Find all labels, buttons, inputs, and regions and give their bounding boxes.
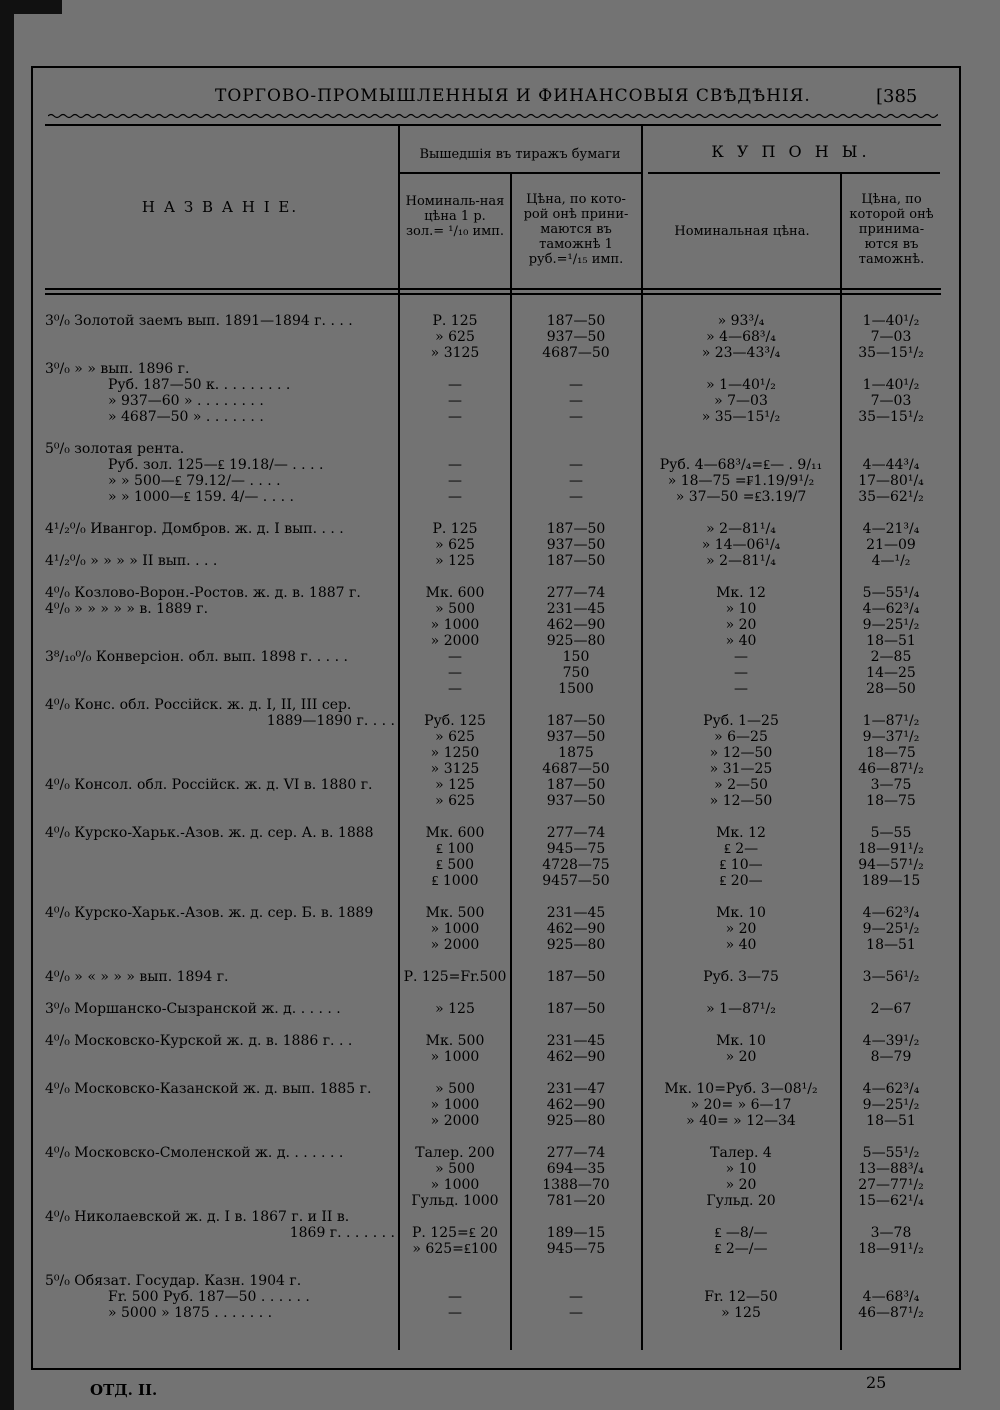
row-coupon-nominal: » 40= » 12—34	[686, 1113, 796, 1129]
row-customs-price: 925—80	[546, 1113, 606, 1129]
row-name: 4⁰/₀ Козлово-Ворон.-Ростов. ж. д. в. 1887 г.	[45, 585, 361, 601]
row-nominal: » 125	[435, 553, 475, 569]
row-coupon-nominal: » 125	[721, 1305, 761, 1321]
row-nominal: » 500	[435, 1161, 475, 1177]
row-customs-price: 187—50	[546, 713, 606, 729]
row-coupon-nominal: » 1—87¹/₂	[706, 1001, 776, 1017]
row-coupon-nominal: » 35—15¹/₂	[701, 409, 781, 425]
row-customs-price: 937—50	[546, 537, 606, 553]
row-nominal: ₤ 500	[435, 857, 475, 873]
row-nominal: » 1000	[430, 617, 480, 633]
row-coupon-price: 9—37¹/₂	[862, 729, 920, 745]
row-nominal: Гульд. 1000	[411, 1193, 499, 1209]
row-nominal: » 500	[435, 601, 475, 617]
row-name: 5⁰/₀ золотая рента.	[45, 441, 185, 457]
row-coupon-nominal: Гульд. 20	[706, 1193, 776, 1209]
row-coupon-price: 18—91¹/₂	[858, 1241, 924, 1257]
row-coupon-nominal: ₤ 2—	[723, 841, 759, 857]
row-nominal: » 1250	[430, 745, 480, 761]
row-coupon-nominal: » 23—43³/₄	[701, 345, 781, 361]
row-nominal: » 625	[435, 793, 475, 809]
row-coupon-nominal: » 12—50	[709, 745, 773, 761]
row-customs-price: 187—50	[546, 521, 606, 537]
header-title: ТОРГОВО-ПРОМЫШЛЕННЫЯ И ФИНАНСОВЫЯ СВѢДѢНІЯ.	[215, 86, 811, 106]
row-name: » » 500—₤ 79.12/— . . . .	[108, 473, 281, 489]
row-customs-price: 925—80	[546, 633, 606, 649]
row-coupon-nominal: » 14—06¹/₄	[701, 537, 781, 553]
row-coupon-price: 17—80¹/₄	[858, 473, 924, 489]
row-coupon-nominal: » 18—75 =₣1.19/9¹/₂	[667, 473, 815, 489]
row-nominal: » 625	[435, 729, 475, 745]
row-coupon-nominal: » 2—81¹/₄	[706, 521, 776, 537]
row-name: 4⁰/₀ Конс. обл. Россійск. ж. д. I, II, III сер.	[45, 697, 352, 713]
row-name: 3⁰/₀ Моршанско-Сызранской ж. д. . . . . .	[45, 1001, 341, 1017]
row-customs-price: 187—50	[546, 777, 606, 793]
row-coupon-price: 4—62³/₄	[862, 1081, 920, 1097]
row-customs-price: 462—90	[546, 617, 606, 633]
row-customs-price: —	[569, 489, 583, 505]
row-coupon-nominal: —	[734, 665, 748, 681]
row-name: 3⁰/₀ » » вып. 1896 г.	[45, 361, 190, 377]
row-coupon-nominal: ₤ 20—	[719, 873, 763, 889]
row-name: » 4687—50 » . . . . . . .	[108, 409, 264, 425]
row-coupon-nominal: Талер. 4	[710, 1145, 772, 1161]
header-page-number: [385	[876, 86, 918, 107]
table-top-rule	[45, 124, 941, 126]
row-coupon-nominal: Руб. 3—75	[703, 969, 779, 985]
wavy-rule	[48, 112, 938, 120]
row-coupon-nominal: » 31—25	[709, 761, 773, 777]
row-customs-price: 231—45	[546, 1033, 606, 1049]
row-customs-price: 781—20	[546, 1193, 606, 1209]
row-customs-price: 925—80	[546, 937, 606, 953]
row-nominal: » 125	[435, 777, 475, 793]
row-coupon-nominal: Мк. 12	[716, 825, 766, 841]
row-coupon-price: 8—79	[870, 1049, 912, 1065]
page-corner	[0, 0, 62, 14]
row-coupon-nominal: » 20	[725, 921, 757, 937]
row-coupon-nominal: ₤ —8/—	[714, 1225, 768, 1241]
row-nominal: ₤ 100	[435, 841, 475, 857]
row-nominal: Мк. 500	[425, 1033, 485, 1049]
row-coupon-price: 18—91¹/₂	[858, 841, 924, 857]
row-name: Fr. 500 Руб. 187—50 . . . . . .	[108, 1289, 310, 1305]
row-coupon-price: 13—88³/₄	[858, 1161, 924, 1177]
row-nominal: » 125	[435, 1001, 475, 1017]
row-name: » » 1000—₤ 159. 4/— . . . .	[108, 489, 294, 505]
row-coupon-price: 3—75	[870, 777, 912, 793]
row-coupon-nominal: » 2—81¹/₄	[706, 553, 776, 569]
row-coupon-nominal: » 20	[725, 1177, 757, 1193]
col-header-price-customs: Цѣна, по кото-рой онѣ прини-маются въ таможнѣ 1 руб.=¹/₁₅ имп.	[523, 192, 629, 267]
row-name: 4¹/₂⁰/₀ » » » » II вып. . . .	[45, 553, 218, 569]
row-customs-price: 462—90	[546, 921, 606, 937]
row-customs-price: 187—50	[546, 553, 606, 569]
row-name: 4⁰/₀ » » » » » в. 1889 г.	[45, 601, 209, 617]
row-coupon-nominal: » 20	[725, 617, 757, 633]
row-coupon-nominal: —	[734, 681, 748, 697]
row-coupon-price: 3—56¹/₂	[862, 969, 920, 985]
row-coupon-nominal: Мк. 10	[716, 1033, 766, 1049]
row-customs-price: 189—15	[546, 1225, 606, 1241]
row-coupon-price: 7—03	[870, 393, 912, 409]
row-customs-price: 937—50	[546, 729, 606, 745]
row-coupon-price: 4—62³/₄	[862, 905, 920, 921]
row-nominal: Мк. 600	[425, 825, 485, 841]
row-coupon-nominal: —	[734, 649, 748, 665]
row-customs-price: —	[569, 1305, 583, 1321]
header-bottom-rule	[45, 288, 941, 290]
row-coupon-price: 2—85	[870, 649, 912, 665]
row-name: 3⁰/₀ Золотой заемъ вып. 1891—1894 г. . . .	[45, 313, 353, 329]
row-coupon-price: 18—75	[866, 793, 916, 809]
row-coupon-nominal: » 40	[725, 633, 757, 649]
row-customs-price: 462—90	[546, 1097, 606, 1113]
row-customs-price: 945—75	[546, 841, 606, 857]
row-coupon-nominal: Мк. 10=Руб. 3—08¹/₂	[664, 1081, 818, 1097]
row-nominal: —	[448, 681, 462, 697]
row-customs-price: 231—47	[546, 1081, 606, 1097]
row-coupon-nominal: » 10	[725, 601, 757, 617]
row-coupon-nominal: » 37—50 =₤3.19/7	[675, 489, 807, 505]
row-nominal: Р. 125=Fr.500	[403, 969, 507, 985]
row-name: 5⁰/₀ Обязат. Государ. Казн. 1904 г.	[45, 1273, 302, 1289]
row-nominal: » 2000	[430, 633, 480, 649]
row-coupon-nominal: Fr. 12—50	[704, 1289, 778, 1305]
row-coupon-price: 94—57¹/₂	[858, 857, 924, 873]
row-name: Руб. 187—50 к. . . . . . . . .	[108, 377, 291, 393]
row-name: 4⁰/₀ Московско-Казанской ж. д. вып. 1885 г.	[45, 1081, 372, 1097]
row-nominal: —	[448, 649, 462, 665]
row-customs-price: 231—45	[546, 905, 606, 921]
row-coupon-nominal: » 40	[725, 937, 757, 953]
row-nominal: Руб. 125	[424, 713, 486, 729]
row-nominal: » 500	[435, 1081, 475, 1097]
row-name: » 937—60 » . . . . . . . .	[108, 393, 264, 409]
row-nominal: —	[448, 1305, 462, 1321]
row-coupon-nominal: ₤ 2—/—	[714, 1241, 768, 1257]
row-coupon-price: 4—¹/₂	[871, 553, 911, 569]
row-customs-price: —	[569, 473, 583, 489]
row-nominal: » 625=₤100	[412, 1241, 498, 1257]
row-customs-price: 1500	[558, 681, 594, 697]
row-coupon-nominal: » 4—68³/₄	[706, 329, 776, 345]
row-coupon-price: 5—55¹/₂	[862, 1145, 920, 1161]
row-customs-price: 231—45	[546, 601, 606, 617]
row-coupon-nominal: » 20= » 6—17	[690, 1097, 792, 1113]
row-coupon-price: 5—55¹/₄	[862, 585, 920, 601]
row-nominal: —	[448, 409, 462, 425]
col-header-nominal: Номиналь-ная цѣна 1 р. зол.= ¹/₁₀ имп.	[405, 194, 505, 239]
row-nominal: —	[448, 377, 462, 393]
row-customs-price: —	[569, 393, 583, 409]
row-nominal: Мк. 600	[425, 585, 485, 601]
row-customs-price: 9457—50	[542, 873, 610, 889]
row-coupon-price: 35—15¹/₂	[858, 345, 924, 361]
row-coupon-price: 1—40¹/₂	[862, 313, 920, 329]
row-coupon-nominal: Мк. 10	[716, 905, 766, 921]
row-coupon-price: 18—51	[866, 937, 916, 953]
row-customs-price: 937—50	[546, 329, 606, 345]
row-nominal: Р. 125	[432, 313, 478, 329]
row-coupon-nominal: » 12—50	[709, 793, 773, 809]
row-coupon-price: 18—51	[866, 633, 916, 649]
row-customs-price: 4687—50	[542, 345, 610, 361]
row-nominal: » 1000	[430, 1177, 480, 1193]
col-header-coupon-price: Цѣна, по которой онѣ принима-ются въ таможнѣ.	[849, 192, 934, 267]
row-coupon-nominal: Мк. 12	[716, 585, 766, 601]
row-coupon-nominal: » 2—50	[714, 777, 768, 793]
row-coupon-price: 4—39¹/₂	[862, 1033, 920, 1049]
row-coupon-price: 18—51	[866, 1113, 916, 1129]
row-coupon-price: 4—62³/₄	[862, 601, 920, 617]
row-coupon-price: 18—75	[866, 745, 916, 761]
row-customs-price: 4728—75	[542, 857, 610, 873]
row-customs-price: 4687—50	[542, 761, 610, 777]
row-customs-price: 1875	[558, 745, 594, 761]
row-customs-price: 277—74	[546, 825, 606, 841]
row-nominal: Р. 125=₤ 20	[411, 1225, 499, 1241]
row-coupon-nominal: » 7—03	[714, 393, 768, 409]
row-name: 3⁸/₁₀⁰/₀ Конверсіон. обл. вып. 1898 г. . . . .	[45, 649, 348, 665]
row-name: Руб. зол. 125—₤ 19.18/— . . . .	[108, 457, 324, 473]
row-name: » 5000 » 1875 . . . . . . .	[108, 1305, 273, 1321]
col-header-coupon-nominal: Номинальная цѣна.	[674, 224, 810, 239]
row-coupon-price: 9—25¹/₂	[862, 617, 920, 633]
row-customs-price: 187—50	[546, 313, 606, 329]
row-coupon-price: 4—68³/₄	[862, 1289, 920, 1305]
row-coupon-price: 21—09	[866, 537, 916, 553]
coupon-subheader-rule	[648, 172, 940, 174]
row-nominal: » 3125	[430, 761, 480, 777]
running-header	[0, 86, 1000, 110]
row-nominal: —	[448, 665, 462, 681]
row-coupon-nominal: Руб. 1—25	[703, 713, 779, 729]
row-name: 1889—1890 г. . . .	[266, 713, 395, 729]
row-coupon-nominal: » 10	[725, 1161, 757, 1177]
row-customs-price: —	[569, 377, 583, 393]
row-nominal: —	[448, 473, 462, 489]
row-customs-price: 187—50	[546, 1001, 606, 1017]
row-coupon-price: 15—62¹/₄	[858, 1193, 924, 1209]
row-coupon-price: 35—62¹/₂	[858, 489, 924, 505]
row-nominal: —	[448, 1289, 462, 1305]
drawn-subheader-rule	[400, 172, 641, 174]
row-nominal: Талер. 200	[415, 1145, 495, 1161]
col-header-drawn-group: Вышедшія въ тиражъ бумаги	[419, 147, 621, 162]
row-coupon-nominal: » 20	[725, 1049, 757, 1065]
row-name: 4⁰/₀ Консол. обл. Россійск. ж. д. VI в. 1880 г.	[45, 777, 373, 793]
row-coupon-nominal: ₤ 10—	[719, 857, 763, 873]
row-customs-price: 694—35	[546, 1161, 606, 1177]
page-edge	[0, 0, 14, 1410]
row-customs-price: 277—74	[546, 585, 606, 601]
row-name: 4⁰/₀ » « » » » вып. 1894 г.	[45, 969, 229, 985]
row-nominal: » 1000	[430, 1049, 480, 1065]
row-nominal: » 625	[435, 537, 475, 553]
row-coupon-price: 9—25¹/₂	[862, 921, 920, 937]
row-name: 4¹/₂⁰/₀ Ивангор. Домбров. ж. д. I вып. . . .	[45, 521, 344, 537]
col-header-name: Н А З В А Н І Е.	[141, 198, 299, 216]
row-nominal: » 625	[435, 329, 475, 345]
row-coupon-nominal: Руб. 4—68³/₄=₤— . 9/₁₁	[659, 457, 823, 473]
row-coupon-price: 3—78	[870, 1225, 912, 1241]
row-customs-price: 277—74	[546, 1145, 606, 1161]
row-coupon-price: 35—15¹/₂	[858, 409, 924, 425]
row-customs-price: 1388—70	[542, 1177, 610, 1193]
row-coupon-price: 1—87¹/₂	[862, 713, 920, 729]
row-nominal: ₤ 1000	[431, 873, 479, 889]
row-coupon-price: 27—77¹/₂	[858, 1177, 924, 1193]
row-nominal: » 1000	[430, 921, 480, 937]
row-coupon-price: 2—67	[870, 1001, 912, 1017]
row-coupon-price: 1—40¹/₂	[862, 377, 920, 393]
row-coupon-price: 14—25	[866, 665, 916, 681]
row-customs-price: 937—50	[546, 793, 606, 809]
row-name: 4⁰/₀ Николаевской ж. д. I в. 1867 г. и II в.	[45, 1209, 350, 1225]
row-name: 4⁰/₀ Московско-Смоленской ж. д. . . . . . .	[45, 1145, 344, 1161]
col-header-coupons: К У П О Н Ы.	[711, 142, 871, 161]
header-bottom-rule-2	[45, 293, 941, 295]
row-nominal: Мк. 500	[425, 905, 485, 921]
row-coupon-nominal: » 1—40¹/₂	[706, 377, 776, 393]
row-nominal: » 3125	[430, 345, 480, 361]
row-name: 4⁰/₀ Московско-Курской ж. д. в. 1886 г. . .	[45, 1033, 353, 1049]
row-coupon-price: 5—55	[870, 825, 912, 841]
row-nominal: » 2000	[430, 1113, 480, 1129]
row-nominal: » 2000	[430, 937, 480, 953]
row-customs-price: 945—75	[546, 1241, 606, 1257]
row-name: 4⁰/₀ Курско-Харьк.-Азов. ж. д. сер. А. в. 1888	[45, 825, 374, 841]
footer-section: ОТД. II.	[90, 1381, 158, 1399]
row-customs-price: 150	[562, 649, 590, 665]
row-name: 4⁰/₀ Курско-Харьк.-Азов. ж. д. сер. Б. в. 1889	[45, 905, 374, 921]
row-customs-price: 462—90	[546, 1049, 606, 1065]
row-coupon-price: 4—44³/₄	[862, 457, 920, 473]
row-nominal: —	[448, 489, 462, 505]
row-customs-price: 750	[562, 665, 590, 681]
row-coupon-price: 28—50	[866, 681, 916, 697]
row-coupon-price: 46—87¹/₂	[858, 1305, 924, 1321]
footer-page-number: 25	[866, 1373, 887, 1392]
row-customs-price: 187—50	[546, 969, 606, 985]
row-nominal: Р. 125	[432, 521, 478, 537]
row-nominal: » 1000	[430, 1097, 480, 1113]
row-nominal: —	[448, 457, 462, 473]
row-customs-price: —	[569, 1289, 583, 1305]
row-coupon-nominal: » 6—25	[714, 729, 768, 745]
row-nominal: —	[448, 393, 462, 409]
row-coupon-price: 7—03	[870, 329, 912, 345]
row-customs-price: —	[569, 457, 583, 473]
row-customs-price: —	[569, 409, 583, 425]
row-coupon-price: 46—87¹/₂	[858, 761, 924, 777]
row-name: 1869 г. . . . . . .	[289, 1225, 395, 1241]
row-coupon-price: 9—25¹/₂	[862, 1097, 920, 1113]
row-coupon-price: 189—15	[861, 873, 921, 889]
row-coupon-price: 4—21³/₄	[862, 521, 920, 537]
row-coupon-nominal: » 93³/₄	[717, 313, 765, 329]
